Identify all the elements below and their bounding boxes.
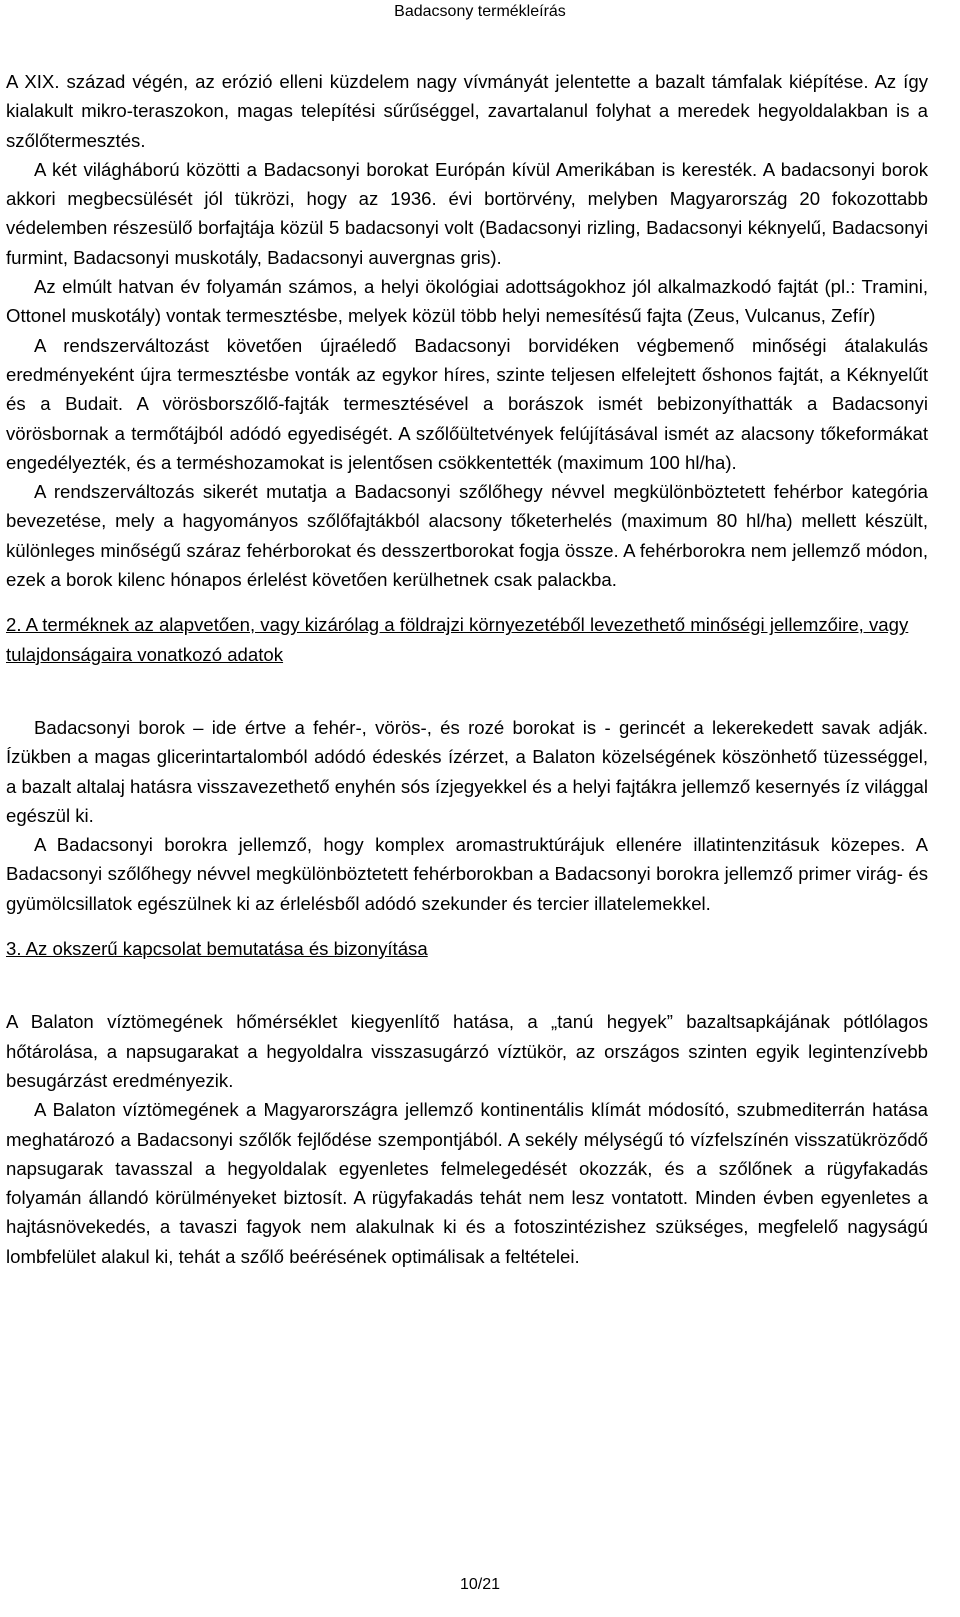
paragraph-vilaghaboru: A két világháború közötti a Badacsonyi borokat Európán kívül Amerikában is keresték. A badacsonyi borok akkori megbecsülését jól tükrözi, hogy az 1936. évi bortörvény, melyben Magyarország 20 fokozottabb védelemben részesülő borfajtája közül 5 badacsonyi volt (Badacsonyi rizling, Badacsonyi kéknyelű, Badacsonyi furmint, Badacsonyi muskotály, Badacsonyi auvergnas gris). [6,158,928,268]
paragraph-szolohegy-kategoria: A rendszerváltozás sikerét mutatja a Badacsonyi szőlőhegy névvel megkülönböztetett fehérbor kategória bevezetése, mely a hagyományos szőlőfajtákból alacsony tőketerhelés (maximum 80 hl/ha) mellett készült, különleges minőségű száraz fehérborokat és desszertborokat fogja össze. A fehérborokra nem jellemző módon, ezek a borok kilenc hónapos érlelést követően kerülhetnek csak palackba. [6,481,928,591]
page-number: 10/21 [459,1576,501,1593]
paragraph-balaton-klima: A Balaton víztömegének a Magyarországra jellemző kontinentális klímát módosító, szubmediterrán hatása meghatározó a Badacsonyi szőlők fejlődése szempontjából. A sekély mélységű tó vízfelszínén visszatükröződő napsugarak tavasszal a hegyoldalak egyenletes felmelegedését okozzák, és a szőlőnek a rügyfakadás folyamán állandó körülményeket biztosít. A rügyfakadás tehát nem lesz vontatott. Minden évben egyenletes a hajtásnövekedés, a tavaszi fagyok nem alakulnak ki és a fotoszintézishez szükséges, megfelelő nagyságú lombfelület alakul ki, tehát a szőlő beérésének optimálisak a feltételei. [6,1099,928,1267]
paragraph-balaton-homerseklet: A Balaton víztömegének hőmérséklet kiegyenlítő hatása, a „tanú hegyek” bazaltsapkájának pótlólagos hőtárolása, a napsugarakat a hegyoldalra visszasugárzó víztükör, az országos szinten egyik legintenzívebb besugárzást eredményezik. [6,1011,928,1091]
paragraph-rendszervaltozas: A rendszerváltozást követően újraéledő Badacsonyi borvidéken végbemenő minőségi átalakulás eredményeként újra termesztésbe vonták az egykor híres, szinte teljesen elfelejtett őshonos fajtát, a Kéknyelűt és a Budait. A vörösborszőlő-fajták termesztésével a borászok ismét bebizonyíthatták a Badacsonyi vörösbornak a termőtájból adódó egyediségét. A szőlőültetvények felújításával ismét az alacsony tőkeformákat engedélyezték, és a terméshozamokat is jelentősen csökkentették (maximum 100 hl/ha). [6,334,928,473]
paragraph-hatvan-ev: Az elmúlt hatvan év folyamán számos, a helyi ökológiai adottságokhoz jól alkalmazkodó fajtát (pl.: Tramini, Ottonel muskotály) vontak termesztésbe, melyek közül több helyi nemesítésű fajta (Zeus, Vulcanus, Zefír) [6,276,928,327]
paragraph-bazalt-tamfalak: A XIX. század végén, az erózió elleni küzdelem nagy vívmányát jelentette a bazalt támfalak kiépítése. Az így kialakult mikro-teraszokon, magas telepítési sűrűséggel, zavartalanul folyhat a meredek hegyoldalakban is a szőlőtermesztés. [6,71,928,151]
paragraph-badacsonyi-borok: Badacsonyi borok – ide értve a fehér-, vörös-, és rozé borokat is - gerincét a lekerekedett savak adják. Ízükben a magas glicerintartalomból adódó édeskés ízérzet, a Balaton közelségének köszönhető tüzességgel, a bazalt altalaj hatásra visszavezethető enyhén sós ízjegyekkel és a helyi fajtákra jellemző kesernyés íz világgal egészül ki. [6,716,928,826]
section-heading-2: 2. A terméknek az alapvetően, vagy kizárólag a földrajzi környezetéből levezethető minőségi jellemzőire, vagy tulajdonságaira vonatkozó adatok [6,614,909,665]
paragraph-aromastruktura: A Badacsonyi borokra jellemző, hogy komplex aromastruktúrájuk ellenére illatintenzitásuk közepes. A Badacsonyi szőlőhegy névvel megkülönböztetett fehérborokban a Badacsonyi borokra jellemző primer virág- és gyümölcsillatok egészülnek ki az érlelésből adódó szekunder és tercier illatelemekkel. [6,834,928,914]
page-header: Badacsony termékleírás [394,3,566,20]
section-heading-3: 3. Az okszerű kapcsolat bemutatása és bizonyítása [6,938,428,960]
document-body [6,67,928,1271]
